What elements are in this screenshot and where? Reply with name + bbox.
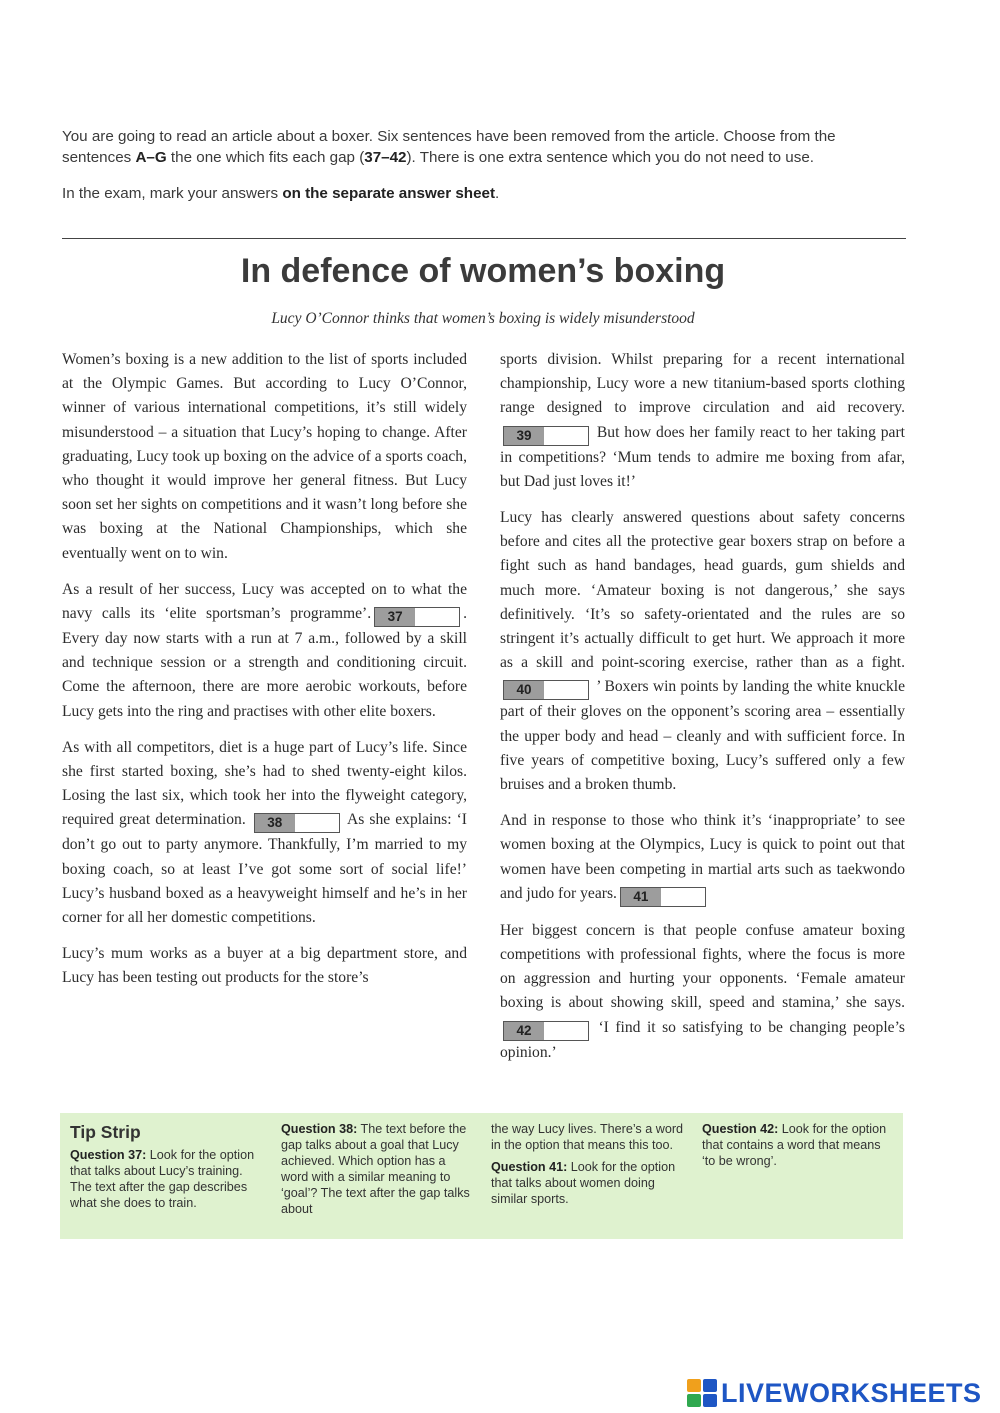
article-paragraph: Lucy has clearly answered questions about safety concerns before and cites all the protective gear boxers strap on before a fight such as hand bandages, head guards, gum shields and much more. ‘Amateur boxing is not dangerous,’ she says definitively. ‘It’s so safety-orientated and the rules are so stringent it’s actually difficult to get hurt. We approach it more as a skill and point-scoring exercise, rather than as a fight.40 ’ Boxers win points by landing the white knuckle part of their gloves on the opponent’s scoring area – essentially the upper body and head – cleanly and with sufficient force. In five years of competitive boxing, Lucy’s suffered only a few bruises and a broken thumb. [500,509,905,794]
instructions [62,127,892,205]
gap-number: 41 [621,888,661,906]
article-paragraph: Her biggest concern is that people confuse amateur boxing competitions with professional fights, where the focus is more on aggression and hurting your opponents. ‘Female amateur boxing is about showing skill, speed and stamina,’ she says.42 ‘I find it so satisfying to be changing people’s opinion.’ [500,921,905,1061]
exam-note: In the exam, mark your answers on the separate answer sheet. [62,185,500,202]
divider-line [62,238,906,239]
article-paragraph: As a result of her success, Lucy was accepted on to what the navy calls its ‘elite sportsman’s programme’. 37 . Every day now starts with a run at 7 a.m., followed by a skill and technique session or a strength and conditioning circuit. Come the afternoon, there are more aerobic workouts, before Lucy gets into the ring and practises with other elite boxers. [62,580,467,720]
tip-question-38-continued: the way Lucy lives. There’s a word in the option that means this too. [491,1122,684,1152]
gap-40-answer-box[interactable] [503,680,589,700]
liveworksheets-logo-icon [687,1379,717,1407]
tip-question-37: Question 37: Look for the option that talks about Lucy’s training. The text after the gap describes what she does to train. [70,1148,255,1210]
tip-question-42: Question 42: Look for the option that contains a word that means ‘to be wrong’. [702,1122,887,1168]
gap-number: 38 [255,814,295,832]
tip-strip-heading: Tip Strip [70,1122,141,1142]
tip-column [281,1121,476,1217]
tip-column [702,1121,892,1169]
instructions-paragraph: You are going to read an article about a boxer. Six sentences have been removed from the article. Choose from the sentences A–G the one which fits each gap (37–42). There is one extra sentence which you do not need to use. [62,128,836,166]
gap-number: 37 [375,608,415,626]
tip-strip [60,1113,903,1239]
gap-number: 39 [504,427,544,445]
article-paragraph: Women’s boxing is a new addition to the list of sports included at the Olympic Games. But according to Lucy O’Connor, winner of various international competitions, it’s still widely misunderstood – a situation that Lucy’s hoping to change. After graduating, Lucy took up boxing on the advice of a sports coach, who thought it would improve her general fitness. But Lucy soon set her sights on competitions and it wasn’t long before she was boxing at the National Championships, which she eventually went on to win. [62,351,467,562]
article-subtitle: Lucy O’Connor thinks that women’s boxing is widely misunderstood [271,310,695,327]
article-left-column [62,348,467,1003]
tip-column [70,1121,255,1211]
gap-37-answer-box[interactable] [374,607,460,627]
gap-number: 40 [504,681,544,699]
gap-42-answer-box[interactable] [503,1021,589,1041]
article-paragraph: Lucy’s mum works as a buyer at a big department store, and Lucy has been testing out products for the store’s [62,945,467,987]
liveworksheets-logo [687,1377,982,1409]
logo-text: LIVEWORKSHEETS [721,1377,982,1408]
gap-38-answer-box[interactable] [254,813,340,833]
article-right-column [500,348,905,1077]
tip-question-38: Question 38: The text before the gap talks about a goal that Lucy achieved. Which option has a word with a similar meaning to ‘goal’? The text after the gap talks about [281,1122,470,1216]
article-paragraph: And in response to those who think it’s ‘inappropriate’ to see women boxing at the Olympics, Lucy is quick to point out that women have been competing in martial arts such as taekwondo and judo for years. 41 [500,809,905,907]
gap-41-answer-box[interactable] [620,887,706,907]
gap-39-answer-box[interactable] [503,426,589,446]
article-paragraph: sports division. Whilst preparing for a recent international championship, Lucy wore a new titanium-based sports clothing range designed to improve circulation and aid recovery.39 But how does her family react to her taking part in competitions? ‘Mum tends to admire me boxing from afar, but Dad just loves it!’ [500,351,905,490]
tip-question-41: Question 41: Look for the option that talks about women doing similar sports. [491,1160,676,1206]
gap-number: 42 [504,1022,544,1040]
tip-column [491,1121,691,1207]
article-title: In defence of women’s boxing [240,252,726,290]
article-paragraph: As with all competitors, diet is a huge part of Lucy’s life. Since she first started boxing, she’s had to shed twenty-eight kilos. Losing the last six, which took her into the flyweight category, required great determination. 38 As she explains: ‘I don’t go out to party anymore. Thankfully, I’m married to my boxing coach, so at least I’ve got some sort of social life!’ Lucy’s husband boxed as a heavyweight himself and he’s in her corner for all her domestic competitions. [62,738,467,927]
